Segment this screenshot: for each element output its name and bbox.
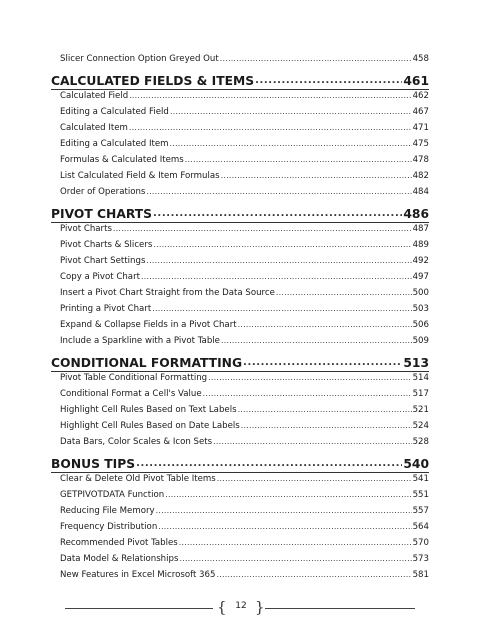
dot-leader — [113, 224, 412, 233]
toc-entry-title: Pivot Charts — [60, 224, 112, 234]
toc-entry — [51, 139, 429, 155]
toc-page-number: 540 — [403, 456, 429, 471]
toc-entry — [51, 171, 429, 187]
dot-leader — [153, 208, 402, 219]
toc-page-number: 551 — [412, 490, 429, 500]
toc-page-number: 570 — [412, 538, 429, 548]
toc-section-entry — [51, 203, 429, 224]
toc-entry-title: Printing a Pivot Chart — [60, 304, 152, 314]
toc-page-number: 492 — [412, 256, 429, 266]
toc-page-number: 503 — [412, 304, 429, 314]
toc-entry-title: Formulas & Calculated Items — [60, 155, 184, 165]
dot-leader — [217, 474, 412, 483]
toc-entry — [51, 522, 429, 538]
toc-page-number: 509 — [412, 336, 429, 346]
footer-rule-right — [265, 608, 415, 609]
toc-section-entry — [51, 70, 429, 91]
toc-page-number: 458 — [412, 54, 429, 64]
toc-entry-title: Calculated Item — [60, 123, 128, 133]
toc-entry — [51, 91, 429, 107]
footer-rule-left — [65, 608, 213, 609]
toc-entry — [51, 373, 429, 389]
toc-page-number: 521 — [412, 405, 429, 415]
dot-leader — [170, 107, 412, 116]
toc-entry-title: Insert a Pivot Chart Straight from the Data Source — [60, 288, 275, 298]
toc-page-number: 475 — [412, 139, 429, 149]
toc-page-number: 517 — [412, 389, 429, 399]
toc-entry-title: List Calculated Field & Item Formulas — [60, 171, 220, 181]
toc-section-entry — [51, 453, 429, 474]
toc-entry-title: Highlight Cell Rules Based on Text Labels — [60, 405, 237, 415]
toc-page-number: 506 — [412, 320, 429, 330]
toc-entry — [51, 256, 429, 272]
toc-entry-title: Frequency Distribution — [60, 522, 158, 532]
dot-leader — [216, 570, 411, 579]
toc-entry-title: Data Model & Relationships — [60, 554, 179, 564]
toc-entry-title: Recommended Pivot Tables — [60, 538, 178, 548]
toc-page-number: 471 — [412, 123, 429, 133]
toc-entry-title: Editing a Calculated Field — [60, 107, 169, 117]
table-of-contents — [51, 54, 429, 586]
toc-section-entry — [51, 352, 429, 373]
dot-leader — [165, 490, 411, 499]
dot-leader — [170, 139, 412, 148]
toc-entry-title: Highlight Cell Rules Based on Date Labels — [60, 421, 240, 431]
toc-entry-title: Expand & Collapse Fields in a Pivot Chart — [60, 320, 237, 330]
toc-entry — [51, 107, 429, 123]
page-footer — [65, 599, 415, 617]
dot-leader — [213, 437, 411, 446]
toc-entry — [51, 304, 429, 320]
toc-section-title: BONUS TIPS — [51, 456, 136, 471]
toc-page-number: 524 — [412, 421, 429, 431]
page-number: 12 — [235, 601, 247, 611]
toc-entry-title: GETPIVOTDATA Function — [60, 490, 165, 500]
toc-entry-title: Reducing File Memory — [60, 506, 155, 516]
toc-entry-title: Order of Operations — [60, 187, 146, 197]
toc-section-title: PIVOT CHARTS — [51, 206, 153, 221]
toc-entry — [51, 421, 429, 437]
toc-entry — [51, 554, 429, 570]
dot-leader — [220, 54, 412, 63]
toc-entry — [51, 538, 429, 554]
dot-leader — [241, 421, 412, 430]
toc-page-number: 484 — [412, 187, 429, 197]
toc-entry-title: Include a Sparkline with a Pivot Table — [60, 336, 220, 346]
toc-entry — [51, 320, 429, 336]
toc-entry — [51, 187, 429, 203]
toc-page-number: 514 — [412, 373, 429, 383]
footer-brace-right: } — [255, 598, 265, 616]
toc-entry-title: Conditional Format a Cell's Value — [60, 389, 202, 399]
toc-entry-title: Clear & Delete Old Pivot Table Items — [60, 474, 216, 484]
dot-leader — [221, 171, 412, 180]
toc-entry — [51, 490, 429, 506]
toc-entry — [51, 570, 429, 586]
toc-page-number: 557 — [412, 506, 429, 516]
dot-leader — [203, 389, 412, 398]
toc-entry — [51, 336, 429, 352]
toc-page-number: 461 — [403, 73, 429, 88]
toc-page-number: 573 — [412, 554, 429, 564]
toc-entry — [51, 474, 429, 490]
dot-leader — [141, 272, 412, 281]
dot-leader — [146, 256, 411, 265]
toc-entry — [51, 405, 429, 421]
toc-entry-title: Editing a Calculated Item — [60, 139, 169, 149]
toc-page-number: 486 — [403, 206, 429, 221]
toc-page-number: 497 — [412, 272, 429, 282]
dot-leader — [152, 304, 411, 313]
toc-entry — [51, 240, 429, 256]
toc-entry — [51, 123, 429, 139]
toc-section-title: CONDITIONAL FORMATTING — [51, 355, 243, 370]
toc-page-number: 482 — [412, 171, 429, 181]
toc-entry-title: New Features in Excel Microsoft 365 — [60, 570, 216, 580]
dot-leader — [238, 320, 412, 329]
toc-page-number: 513 — [403, 355, 429, 370]
dot-leader — [179, 554, 411, 563]
toc-entry-title: Pivot Charts & Slicers — [60, 240, 153, 250]
toc-page-number: 581 — [412, 570, 429, 580]
dot-leader — [185, 155, 412, 164]
dot-leader — [255, 75, 402, 86]
dot-leader — [129, 91, 411, 100]
toc-page-number: 541 — [412, 474, 429, 484]
toc-entry — [51, 54, 429, 70]
dot-leader — [153, 240, 411, 249]
dot-leader — [221, 336, 412, 345]
dot-leader — [136, 458, 402, 469]
toc-page-number: 467 — [412, 107, 429, 117]
toc-page-number: 564 — [412, 522, 429, 532]
toc-entry — [51, 437, 429, 453]
dot-leader — [129, 123, 412, 132]
toc-entry-title: Calculated Field — [60, 91, 129, 101]
dot-leader — [243, 357, 402, 368]
toc-entry-title: Data Bars, Color Scales & Icon Sets — [60, 437, 213, 447]
toc-page-number: 489 — [412, 240, 429, 250]
toc-page-number: 478 — [412, 155, 429, 165]
dot-leader — [208, 373, 411, 382]
toc-section-title: CALCULATED FIELDS & ITEMS — [51, 73, 255, 88]
dot-leader — [238, 405, 412, 414]
toc-entry-title: Pivot Chart Settings — [60, 256, 146, 266]
footer-brace-left: { — [217, 598, 227, 616]
dot-leader — [146, 187, 411, 196]
dot-leader — [179, 538, 412, 547]
dot-leader — [276, 288, 412, 297]
toc-page-number: 487 — [412, 224, 429, 234]
toc-entry — [51, 389, 429, 405]
toc-entry-title: Slicer Connection Option Greyed Out — [60, 54, 219, 64]
dot-leader — [156, 506, 412, 515]
toc-page-number: 500 — [412, 288, 429, 298]
toc-entry-title: Pivot Table Conditional Formatting — [60, 373, 208, 383]
toc-entry — [51, 155, 429, 171]
toc-page-number: 528 — [412, 437, 429, 447]
toc-entry — [51, 288, 429, 304]
toc-entry — [51, 272, 429, 288]
dot-leader — [158, 522, 411, 531]
toc-entry-title: Copy a Pivot Chart — [60, 272, 140, 282]
toc-entry — [51, 506, 429, 522]
toc-page-number: 462 — [412, 91, 429, 101]
toc-entry — [51, 224, 429, 240]
